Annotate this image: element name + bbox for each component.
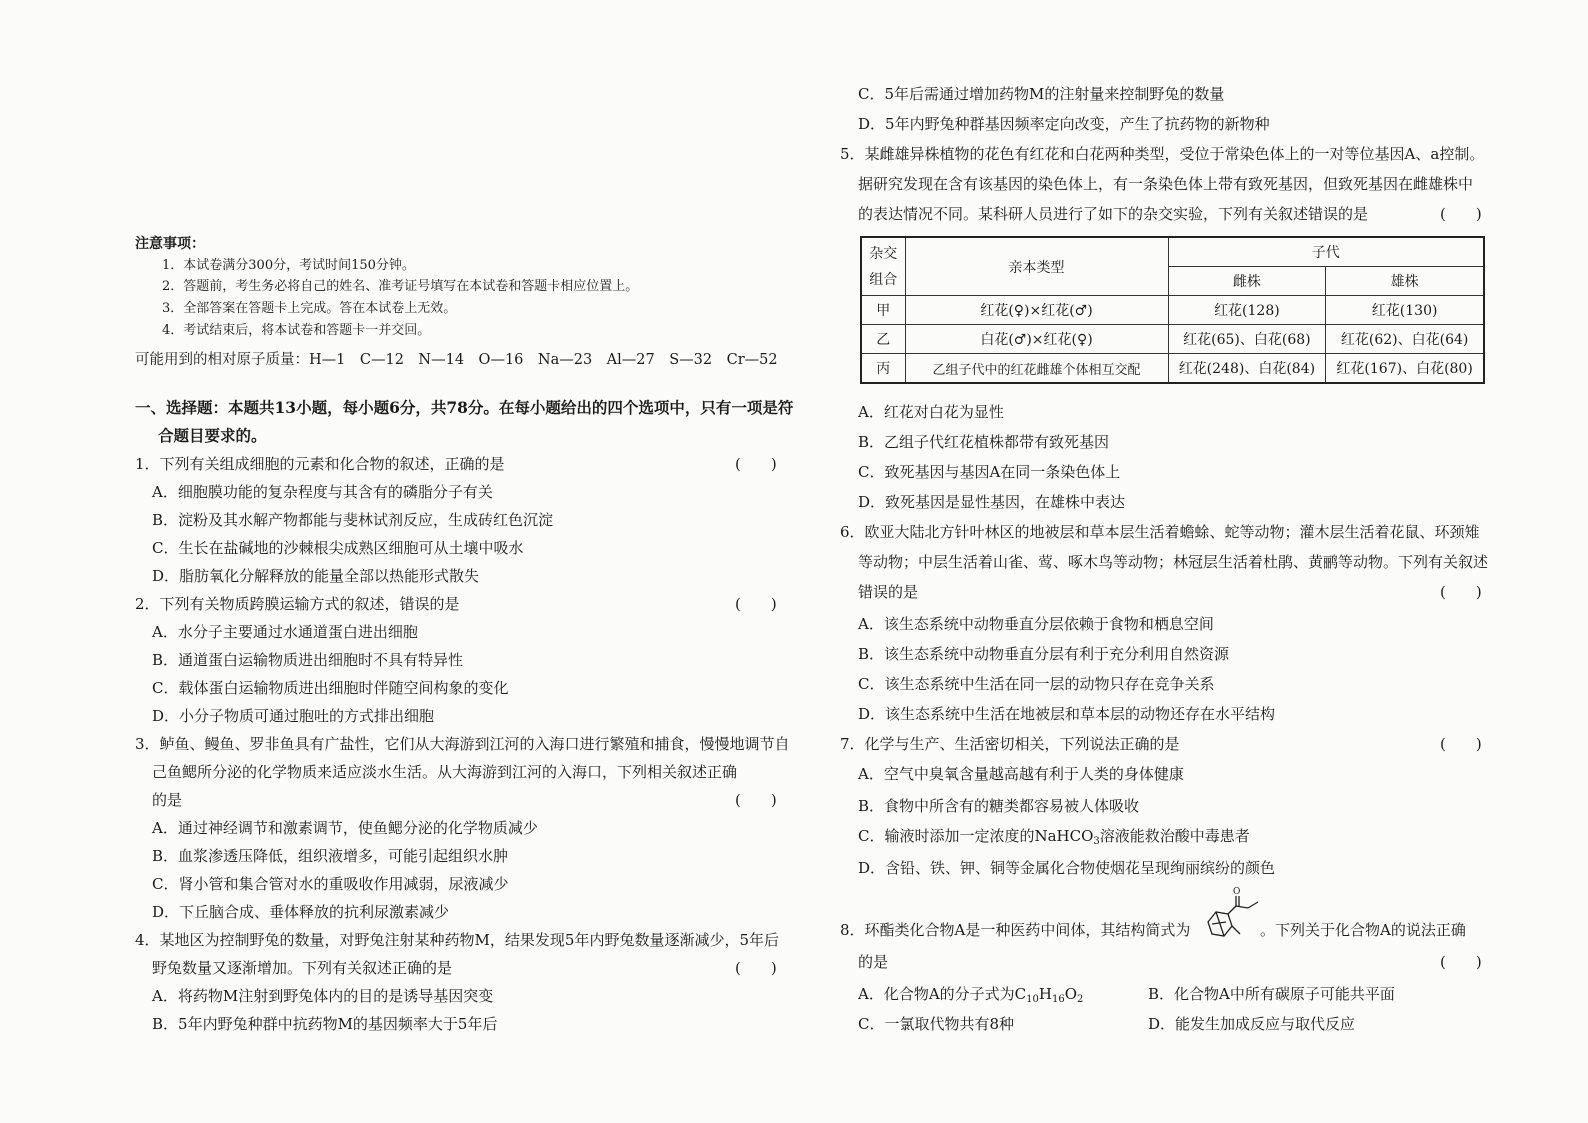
q4-option-c: C．5年后需通过增加药物M的注射量来控制野兔的数量 [858,85,1225,103]
q2-option-b: B．通道蛋白运输物质进出细胞时不具有特异性 [152,651,464,669]
q8-option-b: B．化合物A中所有碳原子可能共平面 [1148,985,1395,1003]
q3-option-d: D．下丘脑合成、垂体释放的抗利尿激素减少 [152,903,450,921]
table-header-female: 雌株 [1168,267,1326,296]
table-row [861,296,1484,325]
q8-option-c: C．一氯取代物共有8种 [858,1015,1015,1033]
q7-option-a: A．空气中臭氧含量越高越有利于人类的身体健康 [858,765,1184,783]
table-header-group: 杂交 组合 [861,237,905,296]
table-cell-male: 红花(62)、白花(64) [1326,325,1484,354]
q8-stem-post: 。下列关于化合物A的说法正确 [1260,921,1466,939]
q6-stem-3: 错误的是 [858,583,919,601]
q5-stem-2: 据研究发现在含有该基因的染色体上，有一条染色体上带有致死基因，但致死基因在雌雄株中 [858,175,1474,193]
q4-stem-1: 4．某地区为控制野兔的数量，对野兔注射某种药物M，结果发现5年内野兔数量逐渐减少，5年后 [135,931,779,949]
table-row [861,354,1484,384]
notes-title: 注意事项： [135,236,205,252]
q2-option-c: C．载体蛋白运输物质进出细胞时伴随空间构象的变化 [152,679,509,697]
q8-stem-2: 的是 [858,953,889,971]
q1-option-d: D．脂肪氧化分解释放的能量全部以热能形式散失 [152,567,480,585]
q5-option-c: C．致死基因与基因A在同一条染色体上 [858,463,1121,481]
q7-option-d: D．含铅、铁、钾、铜等金属化合物使烟花呈现绚丽缤纷的颜色 [858,859,1276,877]
q7-option-b: B．食物中所含有的糖类都容易被人体吸收 [858,797,1140,815]
q3-stem-3: 的是 [152,791,183,809]
q3-option-b: B．血浆渗透压降低，组织液增多，可能引起组织水肿 [152,847,509,865]
q4-option-d: D．5年内野兔种群基因频率定向改变，产生了抗药物的新物种 [858,115,1270,133]
section-heading-cont: 合题目要求的。 [158,426,267,445]
q7-answer-bracket: ( ) [1440,735,1482,753]
table-cell-female: 红花(65)、白花(68) [1168,325,1326,354]
q1-option-b: B．淀粉及其水解产物都能与斐林试剂反应，生成砖红色沉淀 [152,511,554,529]
table-cell-male: 红花(130) [1326,296,1484,325]
table-cell-group: 丙 [861,354,905,384]
q6-option-c: C．该生态系统中生活在同一层的动物只存在竞争关系 [858,675,1215,693]
q8-stem-pre: 8．环酯类化合物A是一种医药中间体，其结构简式为 [840,921,1191,939]
table-cell-parents: 乙组子代中的红花雌雄个体相互交配 [905,354,1168,384]
q6-option-d: D．该生态系统中生活在地被层和草本层的动物还存在水平结构 [858,705,1276,723]
q6-option-b: B．该生态系统中动物垂直分层有利于充分利用自然资源 [858,645,1230,663]
table-header-offspring: 子代 [1168,237,1484,267]
q8-option-a: A．化合物A的分子式为$C_{10}H_{16}O_2$ [858,985,1084,1005]
note-item-4: 4．考试结束后，将本试卷和答题卡一并交回。 [162,323,431,338]
q5-option-a: A．红花对白花为显性 [858,403,1004,421]
q1-answer-bracket: ( ) [735,455,777,473]
table-header-male: 雄株 [1326,267,1484,296]
table-cell-male: 红花(167)、白花(80) [1326,354,1484,384]
q5-option-d: D．致死基因是显性基因，在雄株中表达 [858,493,1126,511]
table-cell-group: 乙 [861,325,905,354]
q8-answer-bracket: ( ) [1440,953,1482,971]
note-item-1: 1．本试卷满分300分，考试时间150分钟。 [162,258,415,273]
note-item-2: 2．答题前，考生务必将自己的姓名、准考证号填写在本试卷和答题卡相应位置上。 [162,279,639,294]
table-cell-group: 甲 [861,296,905,325]
q4-option-a: A．将药物M注射到野兔体内的目的是诱导基因突变 [152,987,494,1005]
q2-option-a: A．水分子主要通过水通道蛋白进出细胞 [152,623,418,641]
q5-answer-bracket: ( ) [1440,205,1482,223]
table-row [861,325,1484,354]
q3-option-a: A．通过神经调节和激素调节，使鱼鳃分泌的化学物质减少 [152,819,538,837]
q7-stem: 7．化学与生产、生活密切相关，下列说法正确的是 [840,735,1180,753]
q6-stem-2: 等动物；中层生活着山雀、莺、啄木鸟等动物；林冠层生活着杜鹃、黄鹂等动物。下列有关叙述 [858,553,1489,571]
q3-answer-bracket: ( ) [735,791,777,809]
structure-oxygen-label: O [1233,887,1241,897]
q5-option-b: B．乙组子代红花植株都带有致死基因 [858,433,1110,451]
q6-answer-bracket: ( ) [1440,583,1482,601]
q8-option-d: D．能发生加成反应与取代反应 [1148,1015,1356,1033]
q4-stem-2: 野兔数量又逐渐增加。下列有关叙述正确的是 [152,959,453,977]
table-cell-female: 红花(248)、白花(84) [1168,354,1326,384]
table-cell-parents: 白花(♂)×红花(♀) [905,325,1168,354]
section-heading: 一、选择题：本题共13小题，每小题6分，共78分。在每小题给出的四个选项中，只有一项是符 [135,398,794,417]
q1-stem: 1．下列有关组成细胞的元素和化合物的叙述，正确的是 [135,455,505,473]
q5-stem-3: 的表达情况不同。某科研人员进行了如下的杂交实验，下列有关叙述错误的是 [858,205,1369,223]
q3-stem-1: 3．鲈鱼、鳗鱼、罗非鱼具有广盐性，它们从大海游到江河的入海口进行繁殖和捕食，慢慢地调节自 [135,735,790,753]
table-header-parents: 亲本类型 [905,237,1168,296]
table-cell-parents: 红花(♀)×红花(♂) [905,296,1168,325]
q5-stem-1: 5．某雌雄异株植物的花色有红花和白花两种类型，受位于常染色体上的一对等位基因A、a控制。 [840,145,1485,163]
q2-answer-bracket: ( ) [735,595,777,613]
cross-experiment-table [860,236,1485,384]
q2-stem: 2．下列有关物质跨膜运输方式的叙述，错误的是 [135,595,460,613]
q3-option-c: C．肾小管和集合管对水的重吸收作用减弱，尿液减少 [152,875,509,893]
q3-stem-2: 己鱼鳃所分泌的化学物质来适应淡水生活。从大海游到江河的入海口，下列相关叙述正确 [152,763,738,781]
table-cell-female: 红花(128) [1168,296,1326,325]
q4-answer-bracket: ( ) [735,959,777,977]
atomic-mass-line: 可能用到的相对原子质量：H—1 C—12 N—14 O—16 Na—23 Al—27 S—32 Cr—52 [135,352,778,368]
q1-option-c: C．生长在盐碱地的沙棘根尖成熟区细胞可从土壤中吸水 [152,539,524,557]
q7-option-c: C．输液时添加一定浓度的NaHCO$_3$溶液能救治酸中毒患者 [858,827,1250,847]
q6-stem-1: 6．欧亚大陆北方针叶林区的地被层和草本层生活着蟾蜍、蛇等动物；灌木层生活着花鼠、环颈雉 [840,523,1480,541]
q6-option-a: A．该生态系统中动物垂直分层依赖于食物和栖息空间 [858,615,1214,633]
note-item-3: 3．全部答案在答题卡上完成。答在本试卷上无效。 [162,301,457,316]
q2-option-d: D．小分子物质可通过胞吐的方式排出细胞 [152,707,435,725]
q4-option-b: B．5年内野兔种群中抗药物M的基因频率大于5年后 [152,1015,498,1033]
q1-option-a: A．细胞膜功能的复杂程度与其含有的磷脂分子有关 [152,483,493,501]
